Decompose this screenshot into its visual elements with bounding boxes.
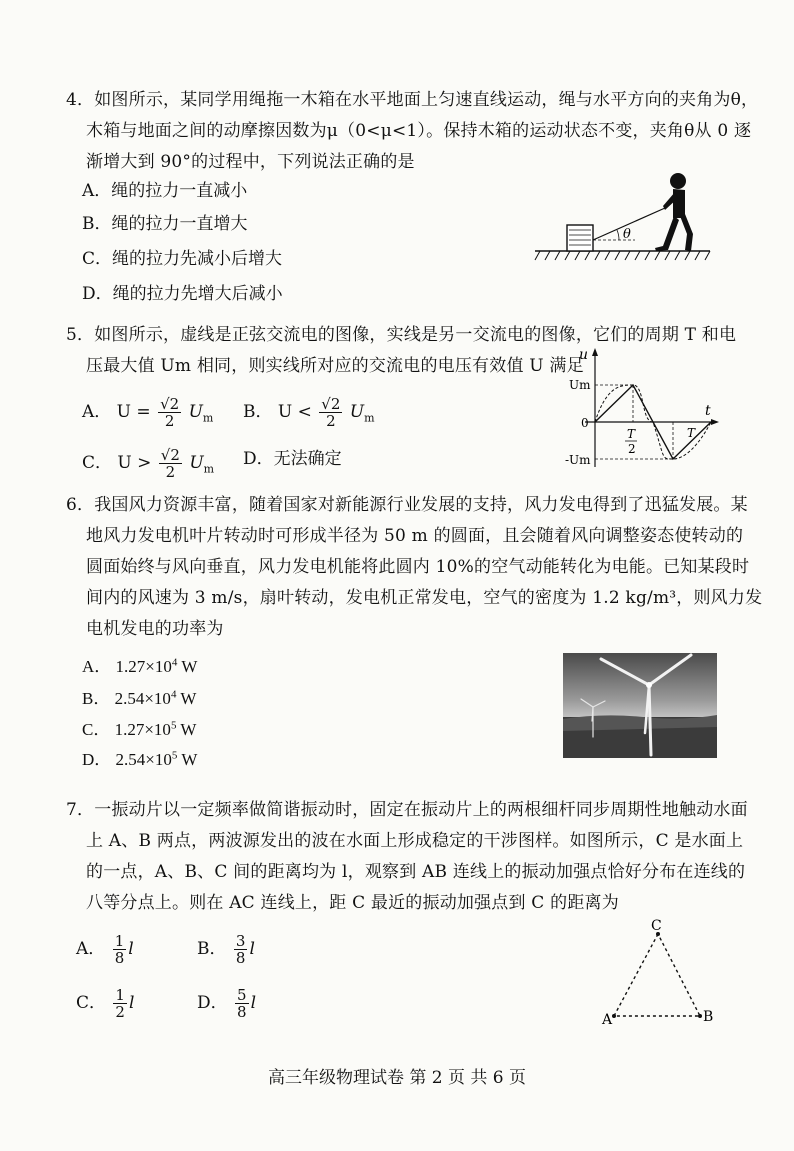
q6-line-4: 间内的风速为 3 m/s，扇叶转动，发电机正常发电，空气的密度为 1.2 kg/m³，则风力发: [86, 588, 763, 608]
q4-option-d: D．绳的拉力先增大后减小: [82, 284, 283, 304]
q5-option-d: D．无法确定: [243, 449, 342, 469]
half-t-num: T: [627, 427, 636, 441]
q4-option-b: B．绳的拉力一直增大: [82, 214, 248, 234]
q5-waveform-graph: [555, 345, 725, 475]
crate: [567, 225, 593, 251]
u-axis-label: u: [579, 347, 589, 363]
half-t-den: 2: [628, 442, 636, 456]
q7-option-a: A． $\frac{1}{8}$ l: [76, 932, 134, 967]
q6-option-c: C． $1.27\times 10^5$ W: [82, 719, 197, 739]
q5-line-1: 5．如图所示，虚线是正弦交流电的图像，实线是另一交流电的图像，它们的周期 T 和电: [66, 325, 737, 345]
q6-option-d: D． $2.54\times 10^5$ W: [82, 749, 198, 769]
q6-line-5: 电机发电的功率为: [86, 619, 224, 639]
q6-line-1: 6．我国风力资源丰富，随着国家对新能源行业发展的支持，风力发电得到了迅猛发展。某: [66, 495, 748, 515]
q5-option-b: B． U < $\frac{√2}{2}$ $U_m$: [243, 395, 375, 430]
period-label: T: [687, 426, 696, 440]
q7-line-1: 7．一振动片以一定频率做简谐振动时，固定在振动片上的两根细杆同步周期性地触动水面: [66, 800, 748, 820]
q4-option-a: A．绳的拉力一直减小: [82, 181, 248, 201]
q6-option-b: B． $2.54\times 10^4$ W: [82, 688, 197, 708]
um-label: Um: [569, 378, 591, 392]
q4-line-3: 渐增大到 90°的过程中，下列说法正确的是: [86, 152, 415, 172]
t-axis-label: t: [705, 403, 711, 419]
q7-option-b: B． $\frac{3}{8}$ l: [197, 932, 255, 967]
zero-label: 0: [581, 416, 589, 430]
vertex-c: C: [651, 918, 662, 934]
q4-line-1: 4．如图所示，某同学用绳拖一木箱在水平地面上匀速直线运动，绳与水平方向的夹角为θ，: [66, 90, 759, 110]
angle-label: θ: [623, 227, 631, 242]
q6-line-3: 圆面始终与风向垂直，风力发电机能将此圆内 10%的空气动能转化为电能。已知某段时: [86, 557, 750, 577]
page-footer: 高三年级物理试卷 第 2 页 共 6 页: [267, 1068, 527, 1088]
neg-um-label: -Um: [565, 453, 591, 467]
q7-line-3: 的一点，A、B、C 间的距离均为 l，观察到 AB 连线上的振动加强点恰好分布在连线的: [86, 862, 746, 882]
q7-line-4: 八等分点上。则在 AC 连线上，距 C 最近的振动加强点到 C 的距离为: [86, 893, 619, 913]
vertex-b: B: [703, 1009, 714, 1025]
q7-triangle-figure: [600, 920, 720, 1030]
q7-line-2: 上 A、B 两点，两波源发出的波在水面上形成稳定的干涉图样。如图所示，C 是水面上: [86, 831, 744, 851]
vertex-a: A: [602, 1012, 613, 1028]
q5-line-2: 压最大值 Um 相同，则实线所对应的交流电的电压有效值 U 满足: [86, 356, 584, 376]
q4-option-c: C．绳的拉力先减小后增大: [82, 249, 283, 269]
wind-turbine-photo: [563, 653, 717, 758]
q7-option-d: D． $\frac{5}{8}$ l: [197, 986, 257, 1021]
q5-option-a: A． U = $\frac{√2}{2}$ $U_m$: [82, 395, 214, 430]
walking-person: [655, 173, 693, 251]
q6-line-2: 地风力发电机叶片转动时可形成半径为 50 m 的圆面，且会随着风向调整姿态使转动的: [86, 526, 744, 546]
q5-option-c: C． U > $\frac{√2}{2}$ $U_m$: [82, 446, 215, 481]
q4-figure: [535, 168, 715, 268]
q7-option-c: C． $\frac{1}{2}$ l: [76, 986, 135, 1021]
q6-option-a: A． $1.27\times 10^4$ W: [82, 656, 198, 676]
q4-line-2: 木箱与地面之间的动摩擦因数为μ（0<μ<1）。保持木箱的运动状态不变，夹角θ从 0 逐: [86, 121, 752, 141]
